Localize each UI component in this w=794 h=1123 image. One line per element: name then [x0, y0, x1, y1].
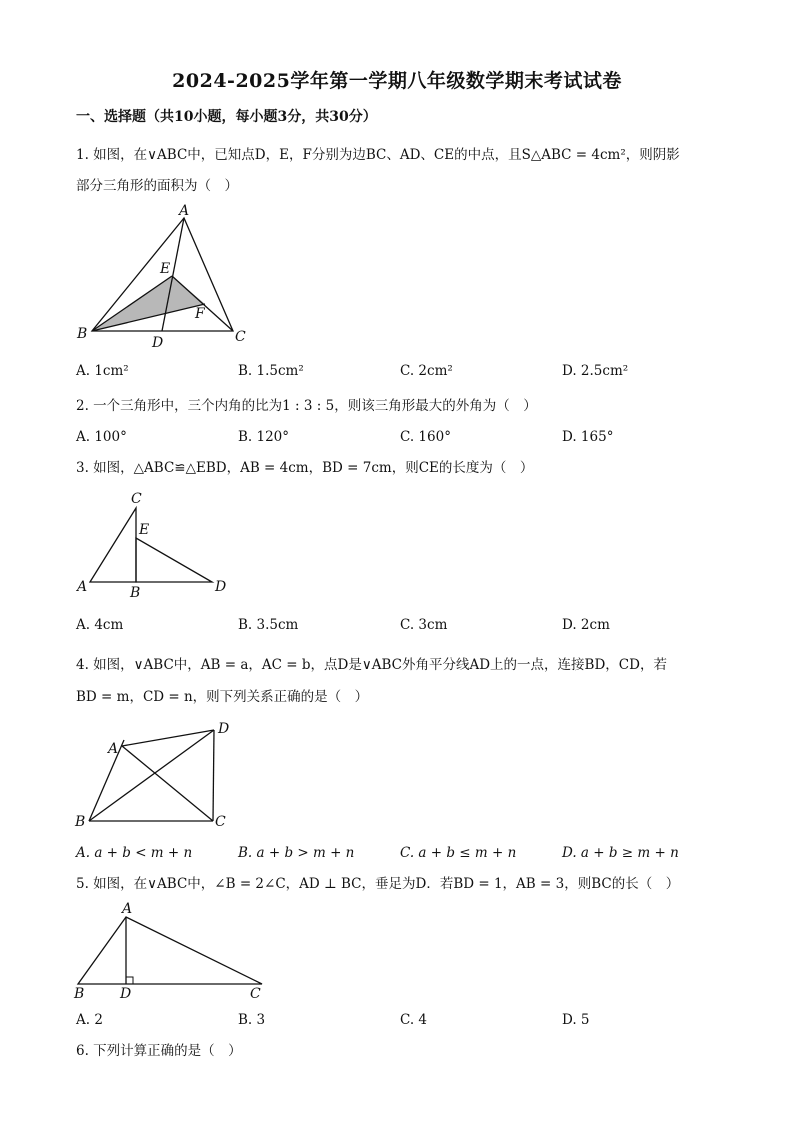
q1-label-b: B	[77, 326, 88, 342]
q5-label-c: C	[250, 986, 261, 1002]
q2-text-line1: 2. 一个三角形中，三个内角的比为1 : 3 : 5，则该三角形最大的外角为（ ）	[76, 398, 537, 414]
q3-option-a[interactable]: A. 4cm	[76, 617, 124, 633]
q5-option-c[interactable]: C. 4	[400, 1012, 428, 1028]
q5-option-a[interactable]: A. 2	[76, 1012, 103, 1028]
q2-option-d[interactable]: D. 165°	[562, 429, 614, 445]
q3-text-line1: 3. 如图，△ABC≌△EBD，AB = 4cm，BD = 7cm，则CE的长度为（ ）	[76, 460, 534, 476]
q4-text-line1: 4. 如图，∨ABC中，AB = a，AC = b，点D是∨ABC外角平分线AD上的一点，连接BD，CD，若	[76, 657, 667, 673]
q5-option-b[interactable]: B. 3	[238, 1012, 266, 1028]
q3-option-c[interactable]: C. 3cm	[400, 617, 448, 633]
q5-option-d[interactable]: D. 5	[562, 1012, 590, 1028]
q1-label-e: E	[160, 261, 171, 277]
section-heading: 一、选择题（共10小题，每小题3分，共30分）	[76, 109, 377, 125]
q3-option-b[interactable]: B. 3.5cm	[238, 617, 299, 633]
q1-label-f: F	[195, 306, 205, 322]
q4-label-c: C	[215, 814, 226, 830]
q1-option-d[interactable]: D. 2.5cm²	[562, 363, 629, 379]
q1-option-c[interactable]: C. 2cm²	[400, 363, 453, 379]
q2-option-a[interactable]: A. 100°	[76, 429, 127, 445]
q1-option-a[interactable]: A. 1cm²	[76, 363, 129, 379]
q4-option-b[interactable]: B. a + b > m + n	[238, 845, 355, 861]
q5-label-a: A	[122, 901, 133, 917]
q2-option-b[interactable]: B. 120°	[238, 429, 290, 445]
q1-label-a: A	[179, 203, 190, 219]
q3-label-b: B	[130, 585, 141, 601]
q4-label-d: D	[218, 721, 230, 737]
q4-option-d[interactable]: D. a + b ≥ m + n	[562, 845, 679, 861]
q1-label-d: D	[152, 335, 164, 351]
q1-option-b[interactable]: B. 1.5cm²	[238, 363, 304, 379]
q3-option-d[interactable]: D. 2cm	[562, 617, 610, 633]
q4-label-a: A	[108, 741, 119, 757]
page-title: 2024-2025学年第一学期八年级数学期末考试试卷	[172, 70, 622, 92]
q5-label-b: B	[74, 986, 85, 1002]
q3-label-e: E	[139, 522, 150, 538]
q5-label-d: D	[120, 986, 132, 1002]
q3-label-c: C	[131, 491, 142, 507]
q1-label-c: C	[235, 329, 246, 345]
q5-triangle-abc	[78, 917, 262, 984]
q4-option-c[interactable]: C. a + b ≤ m + n	[400, 845, 517, 861]
q5-text-line1: 5. 如图，在∨ABC中，∠B = 2∠C，AD ⊥ BC，垂足为D．若BD = 1，AB = 3，则BC的长（ ）	[76, 876, 680, 892]
q3-label-d: D	[215, 579, 227, 595]
q2-option-c[interactable]: C. 160°	[400, 429, 451, 445]
q1-text-line2: 部分三角形的面积为（ ）	[76, 178, 238, 194]
q3-label-a: A	[77, 579, 88, 595]
q4-text-line2: BD = m，CD = n，则下列关系正确的是（ ）	[76, 689, 369, 705]
q4-option-a[interactable]: A. a + b < m + n	[76, 845, 193, 861]
q1-text-line1: 1. 如图，在∨ABC中，已知点D，E，F分别为边BC、AD、CE的中点，且S△ABC = 4cm²，则阴影	[76, 147, 680, 163]
q5-right-angle-mark	[126, 977, 133, 984]
q4-label-b: B	[75, 814, 86, 830]
q6-text-line1: 6. 下列计算正确的是（ ）	[76, 1043, 242, 1059]
